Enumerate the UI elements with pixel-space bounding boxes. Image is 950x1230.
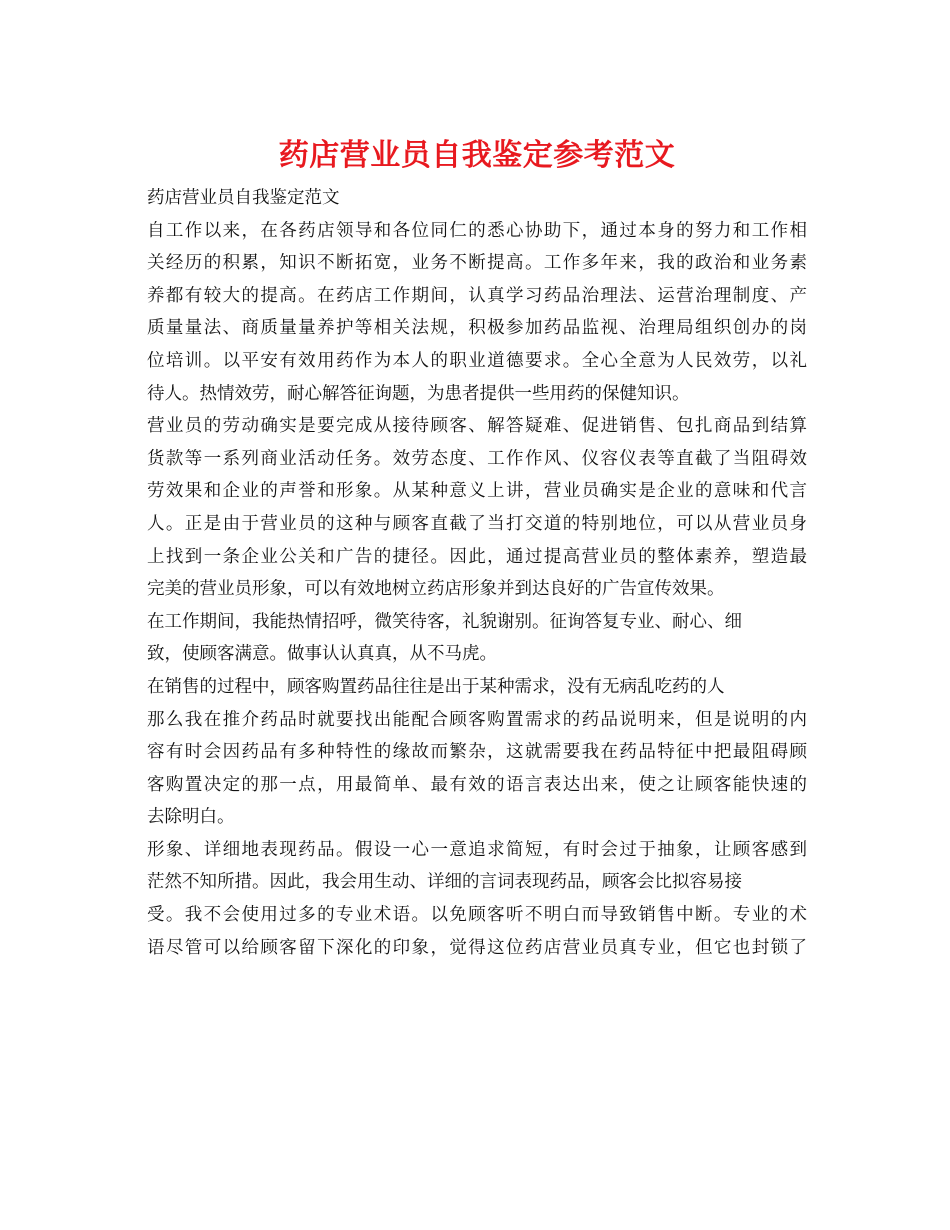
text-line: 人。正是由于营业员的这种与顾客直截了当打交道的特别地位，可以从营业员身	[147, 513, 807, 534]
text-line: 劳效果和企业的声誉和形象。从某种意义上讲，营业员确实是企业的意味和代言	[147, 481, 807, 502]
text-line: 在销售的过程中，顾客购置药品往往是出于某种需求，没有无病乱吃药的人	[147, 676, 725, 697]
text-line: 客购置决定的那一点，用最简单、最有效的语言表达出来，使之让顾客能快速的	[147, 774, 807, 795]
text-line: 致，使顾客满意。做事认认真真，从不马虎。	[147, 644, 497, 665]
text-line: 关经历的积累，知识不断拓宽，业务不断提高。工作多年来，我的政治和业务素	[147, 253, 807, 274]
text-line: 位培训。以平安有效用药作为本人的职业道德要求。全心全意为人民效劳，以礼	[147, 350, 807, 371]
text-line: 那么我在推介药品时就要找出能配合顾客购置需求的药品说明来，但是说明的内	[147, 709, 807, 730]
document-body	[147, 182, 807, 964]
text-line: 养都有较大的提高。在药店工作期间，认真学习药品治理法、运营治理制度、产	[147, 285, 807, 306]
document-page	[147, 136, 807, 964]
text-line: 营业员的劳动确实是要完成从接待顾客、解答疑难、促进销售、包扎商品到结算	[147, 416, 807, 437]
text-line: 容有时会因药品有多种特性的缘故而繁杂，这就需要我在药品特征中把最阻碍顾	[147, 742, 807, 763]
text-line: 货款等一系列商业活动任务。效劳态度、工作作风、仪容仪表等直截了当阻碍效	[147, 448, 807, 469]
text-line: 去除明白。	[147, 807, 235, 828]
text-line: 受。我不会使用过多的专业术语。以免顾客听不明白而导致销售中断。专业的术	[147, 905, 807, 926]
text-line: 上找到一条企业公关和广告的捷径。因此，通过提高营业员的整体素养，塑造最	[147, 546, 807, 567]
text-line: 自工作以来，在各药店领导和各位同仁的悉心协助下，通过本身的努力和工作相	[147, 220, 807, 241]
text-line: 形象、详细地表现药品。假设一心一意追求简短，有时会过于抽象，让顾客感到	[147, 839, 807, 860]
text-line: 待人。热情效劳，耐心解答征询题，为患者提供一些用药的保健知识。	[147, 383, 690, 404]
text-line: 完美的营业员形象，可以有效地树立药店形象并到达良好的广告宣传效果。	[147, 579, 725, 600]
text-line: 药店营业员自我鉴定范文	[147, 188, 340, 208]
text-line: 质量量法、商质量量养护等相关法规，积极参加药品监视、治理局组织创办的岗	[147, 318, 807, 339]
text-line: 在工作期间，我能热情招呼，微笑待客，礼貌谢别。征询答复专业、耐心、细	[147, 611, 742, 632]
document-title: 药店营业员自我鉴定参考范文	[278, 138, 676, 173]
text-line: 茫然不知所措。因此，我会用生动、详细的言词表现药品，顾客会比拟容易接	[147, 872, 742, 893]
text-line: 语尽管可以给顾客留下深化的印象，觉得这位药店营业员真专业，但它也封锁了	[147, 937, 807, 958]
